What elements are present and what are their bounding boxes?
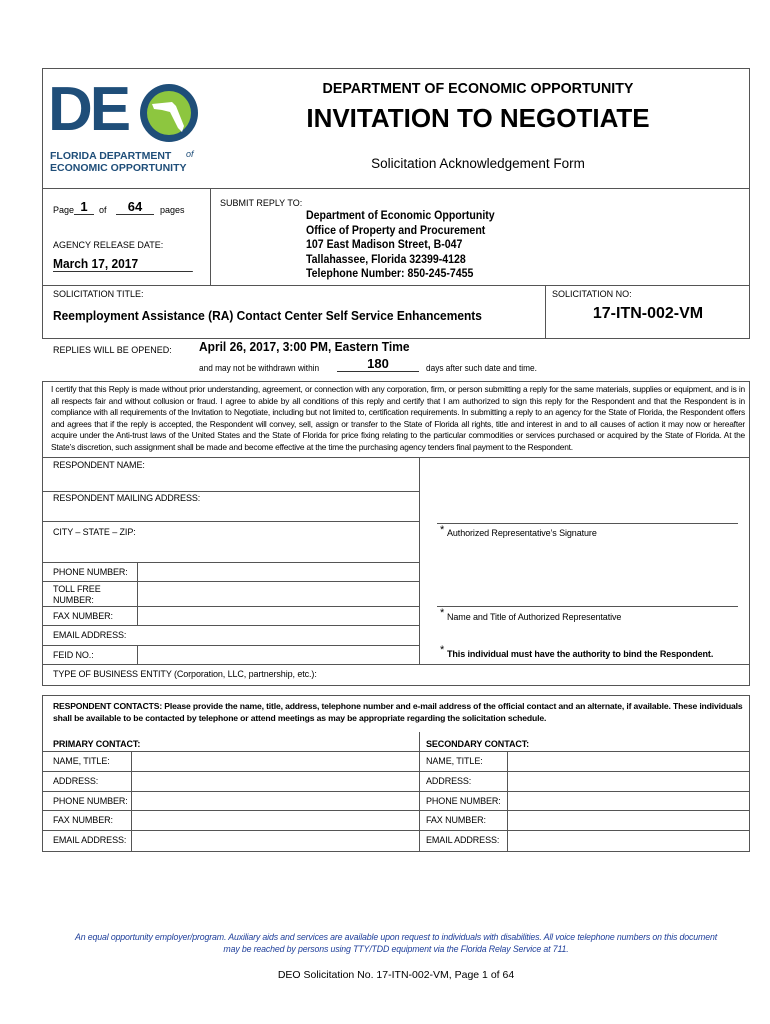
authority-note: This individual must have the authority to bind the Respondent. [447, 649, 714, 659]
signature-label: Authorized Representative’s Signature [447, 528, 597, 538]
toll-free-label: TOLL FREE [53, 584, 101, 594]
withdraw-prefix: and may not be withdrawn within [199, 363, 320, 373]
name-title-star: * [440, 607, 445, 619]
logo-line1: FLORIDA DEPARTMENT [50, 150, 172, 162]
feid-label: FEID NO.: [53, 650, 94, 660]
contacts-intro: RESPONDENT CONTACTS: Please provide the name, title, address, telephone number and e-mail address of the official contact and an alternate, if available. These individuals shall be available to be contacted by telephone or attend meetings as may be appropriate regarding the solicitation schedule. [53, 701, 743, 723]
withdraw-suffix: days after such date and time. [426, 363, 537, 373]
equal-opportunity-line-1: An equal opportunity employer/program. Auxiliary aids and services are available upon request to individuals with disabilities. All voice telephone numbers on this document [75, 932, 717, 942]
logo-letters: DE [48, 75, 129, 144]
primary-name-label: NAME, TITLE: [53, 756, 110, 766]
page-current: 1 [74, 199, 94, 215]
submit-line: Department of Economic Opportunity [306, 210, 495, 222]
fax-number-label: FAX NUMBER: [53, 611, 113, 621]
toll-free-label-2: NUMBER: [53, 595, 94, 605]
name-title-label: Name and Title of Authorized Representative [447, 612, 622, 622]
submit-label: SUBMIT REPLY TO: [220, 198, 303, 208]
solicitation-title: Reemployment Assistance (RA) Contact Center Self Service Enhancements [53, 308, 482, 323]
secondary-contact-heading: SECONDARY CONTACT: [426, 739, 530, 749]
page-label: Page [53, 205, 75, 215]
secondary-email-label: EMAIL ADDRESS: [426, 835, 500, 845]
submit-address [306, 209, 511, 282]
mailing-address-label: RESPONDENT MAILING ADDRESS: [53, 493, 201, 503]
primary-address-label: ADDRESS: [53, 776, 99, 786]
page-of: of [99, 205, 107, 215]
phone-number-label: PHONE NUMBER: [53, 567, 128, 577]
primary-fax-label: FAX NUMBER: [53, 815, 113, 825]
city-state-zip-label: CITY – STATE – ZIP: [53, 527, 136, 537]
submit-line: Tallahassee, Florida 32399-4128 [306, 253, 466, 266]
submit-line: Office of Property and Procurement [306, 224, 486, 237]
email-address-label: EMAIL ADDRESS: [53, 630, 127, 640]
authority-star: * [440, 644, 445, 656]
page-footer: DEO Solicitation No. 17-ITN-002-VM, Page 1 of 64 [277, 969, 515, 981]
business-entity-label: TYPE OF BUSINESS ENTITY (Corporation, LLC, partnership, etc.): [53, 669, 317, 679]
florida-globe-icon [138, 82, 200, 144]
equal-opportunity-line-2: may be reached by persons using TTY/TDD equipment via the Florida Relay Service at 711. [223, 944, 569, 954]
page-total: 64 [116, 199, 154, 215]
withdraw-days: 180 [337, 356, 419, 372]
solicitation-title-label: SOLICITATION TITLE: [53, 289, 144, 299]
primary-phone-label: PHONE NUMBER: [53, 796, 128, 806]
secondary-phone-label: PHONE NUMBER: [426, 796, 501, 806]
form-name: Solicitation Acknowledgement Form [371, 156, 585, 171]
primary-contact-heading: PRIMARY CONTACT: [53, 739, 141, 749]
deo-logo [46, 75, 206, 180]
certification-text: I certify that this Reply is made without prior understanding, agreement, or connection with any corporation, firm, or person submitting a reply for the same materials, supplies or equipment, and is in all respects fair and without collusion or fraud. I agree to abide by all conditions of this reply and certify that I am authorized to sign this reply for the Respondent and that the Respondent is in compliance with all requirements of the Invitation to Negotiate, including but not limited to, certification requirements. In submitting a reply to an agency for the State of Florida, the Respondent offers and agrees that if the reply is accepted, the Respondent will convey, sell, assign or transfer to the State of Florida all rights, title and interest in and to all causes of action it may now or hereafter acquire under the Anti-trust laws of the United States and the State of Florida for price fixing relating to the particular commodities or services purchased or acquired by the State of Florida. At the State’s discretion, such assignment shall be made and become effective at the time the purchasing agency tenders final payment to the Respondent. [51, 384, 745, 452]
primary-email-label: EMAIL ADDRESS: [53, 835, 127, 845]
signature-star: * [440, 524, 445, 536]
submit-line: Telephone Number: 850-245-7455 [306, 268, 474, 280]
secondary-fax-label: FAX NUMBER: [426, 815, 486, 825]
replies-label: REPLIES WILL BE OPENED: [53, 345, 172, 355]
page-title: INVITATION TO NEGOTIATE [306, 103, 650, 133]
secondary-address-label: ADDRESS: [426, 776, 472, 786]
page-suffix: pages [160, 205, 185, 215]
secondary-name-label: NAME, TITLE: [426, 756, 483, 766]
department-name: DEPARTMENT OF ECONOMIC OPPORTUNITY [322, 80, 634, 97]
equal-opportunity-notice [42, 931, 750, 955]
release-date: March 17, 2017 [53, 256, 193, 272]
release-label: AGENCY RELEASE DATE: [53, 240, 164, 250]
replies-date: April 26, 2017, 3:00 PM, Eastern Time [199, 339, 410, 354]
respondent-name-label: RESPONDENT NAME: [53, 460, 145, 470]
submit-line: 107 East Madison Street, B-047 [306, 239, 463, 251]
solicitation-no: 17-ITN-002-VM [592, 305, 704, 322]
logo-line2: ECONOMIC OPPORTUNITY [50, 162, 187, 174]
logo-of: of [186, 149, 194, 159]
solicitation-no-label: SOLICITATION NO: [552, 289, 632, 299]
